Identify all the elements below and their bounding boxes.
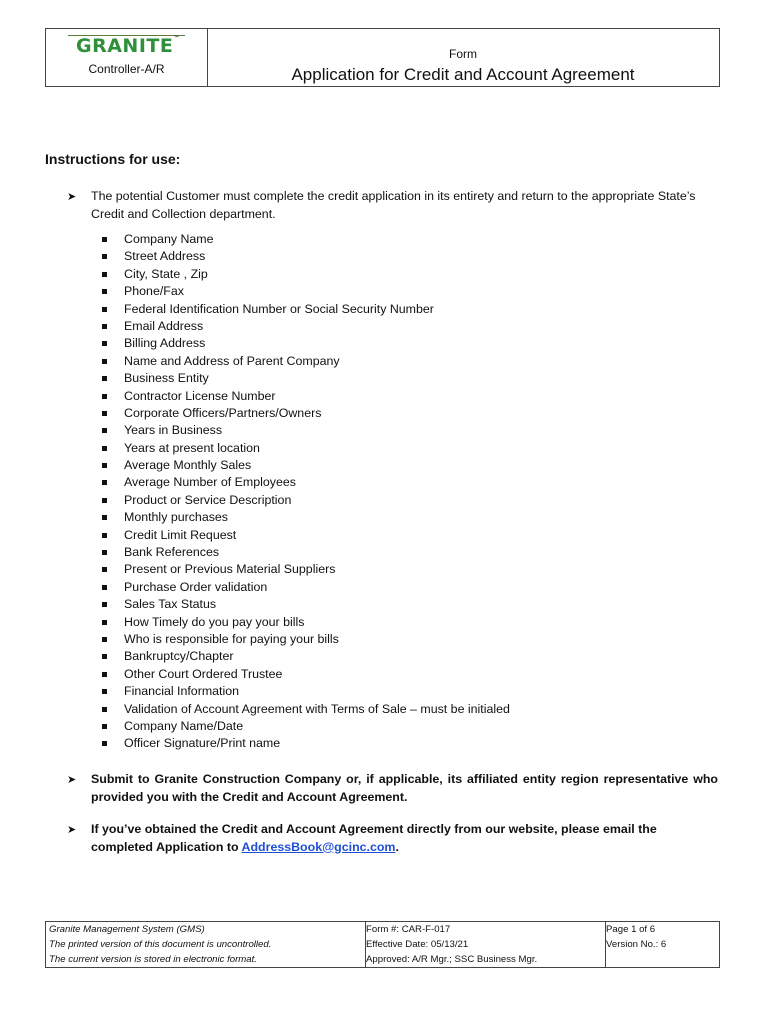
- square-bullet-icon: [102, 237, 107, 242]
- list-item-label: Name and Address of Parent Company: [124, 353, 340, 368]
- list-item-label: Street Address: [124, 249, 206, 264]
- square-bullet-icon: [102, 533, 107, 538]
- list-item-label: Corporate Officers/Partners/Owners: [124, 405, 322, 420]
- square-bullet-icon: [102, 428, 107, 433]
- list-item-label: Contractor License Number: [124, 388, 276, 403]
- list-item-label: Credit Limit Request: [124, 527, 237, 542]
- list-item-label: Company Name: [124, 232, 214, 246]
- list-item: [102, 561, 510, 578]
- square-bullet-icon: [102, 567, 107, 572]
- granite-logo: GRANITE™: [76, 35, 180, 57]
- list-item: [102, 388, 510, 405]
- website-paragraph: If you’ve obtained the Credit and Account Agreement directly from our website, please email the completed Application to AddressBook@gcinc.com.: [91, 822, 657, 854]
- list-item: [102, 614, 510, 631]
- list-item-label: Bank References: [124, 545, 220, 560]
- square-bullet-icon: [102, 689, 107, 694]
- arrow-bullet-icon: ➤: [67, 824, 77, 836]
- list-item: [102, 631, 510, 648]
- list-item-label: Years in Business: [124, 423, 223, 438]
- footer-form-number: Form #: CAR-F-017: [366, 924, 451, 935]
- square-bullet-icon: [102, 394, 107, 399]
- list-item: [102, 683, 510, 700]
- form-label: Form: [449, 47, 477, 61]
- list-item-label: Phone/Fax: [124, 284, 184, 299]
- list-item: [102, 596, 510, 613]
- list-item-label: Other Court Ordered Trustee: [124, 666, 283, 681]
- logo-cell: [46, 29, 208, 86]
- list-item: [102, 648, 510, 665]
- footer-current-note: The current version is stored in electronic format.: [49, 954, 257, 965]
- list-item-label: Validation of Account Agreement with Terms of Sale – must be initialed: [124, 701, 510, 716]
- list-item-label: Present or Previous Material Suppliers: [124, 562, 336, 577]
- list-item: [102, 492, 510, 509]
- list-item: [102, 370, 510, 387]
- square-bullet-icon: [102, 480, 107, 485]
- square-bullet-icon: [102, 585, 107, 590]
- square-bullet-icon: [102, 654, 107, 659]
- list-item: [102, 231, 510, 248]
- list-item: [102, 440, 510, 457]
- list-item-label: City, State , Zip: [124, 266, 208, 281]
- square-bullet-icon: [102, 289, 107, 294]
- list-item-label: Bankruptcy/Chapter: [124, 649, 234, 664]
- square-bullet-icon: [102, 376, 107, 381]
- square-bullet-icon: [102, 307, 107, 312]
- list-item-label: Email Address: [124, 318, 204, 333]
- list-item: [102, 701, 510, 718]
- list-item: [102, 353, 510, 370]
- submit-paragraph: Submit to Granite Construction Company or, if applicable, its affiliated entity region representative who provided you with the Credit and Account Agreement.: [91, 772, 718, 804]
- instructions-heading: Instructions for use:: [45, 151, 181, 167]
- footer-page-cell: [603, 922, 716, 967]
- footer-effective-date: Effective Date: 05/13/21: [366, 939, 469, 950]
- email-link[interactable]: AddressBook@gcinc.com: [241, 839, 396, 854]
- list-item: [102, 335, 510, 352]
- list-item-label: Average Number of Employees: [124, 475, 296, 490]
- list-item-label: Years at present location: [124, 440, 260, 455]
- department-label: Controller-A/R: [88, 62, 165, 76]
- square-bullet-icon: [102, 359, 107, 364]
- square-bullet-icon: [102, 272, 107, 277]
- list-item: [102, 283, 510, 300]
- list-item-label: Officer Signature/Print name: [124, 736, 281, 751]
- list-item: [102, 527, 510, 544]
- list-item-label: Purchase Order validation: [124, 579, 268, 594]
- footer-printed-note: The printed version of this document is uncontrolled.: [49, 939, 272, 950]
- square-bullet-icon: [102, 724, 107, 729]
- form-header: [45, 28, 720, 87]
- list-item: [102, 509, 510, 526]
- square-bullet-icon: [102, 463, 107, 468]
- list-item: [102, 735, 510, 752]
- list-item: [102, 318, 510, 335]
- square-bullet-icon: [102, 254, 107, 259]
- square-bullet-icon: [102, 411, 107, 416]
- list-item: [102, 422, 510, 439]
- document-footer: [45, 921, 720, 968]
- list-item-label: Company Name/Date: [124, 718, 244, 733]
- list-item: [102, 301, 510, 318]
- square-bullet-icon: [102, 498, 107, 503]
- square-bullet-icon: [102, 620, 107, 625]
- list-item: [102, 666, 510, 683]
- list-item-label: Federal Identification Number or Social Security Number: [124, 301, 434, 316]
- list-item: [102, 474, 510, 491]
- list-item: [102, 544, 510, 561]
- footer-form-cell: [363, 922, 606, 967]
- square-bullet-icon: [102, 707, 107, 712]
- list-item-label: Sales Tax Status: [124, 597, 217, 612]
- square-bullet-icon: [102, 637, 107, 642]
- list-item: [102, 405, 510, 422]
- page-title: Application for Credit and Account Agreement: [291, 65, 635, 84]
- square-bullet-icon: [102, 341, 107, 346]
- list-item-label: Who is responsible for paying your bills: [124, 631, 339, 646]
- list-item-label: How Timely do you pay your bills: [124, 614, 305, 629]
- list-item: [102, 248, 510, 265]
- footer-page: Page 1 of 6: [606, 924, 656, 935]
- square-bullet-icon: [102, 672, 107, 677]
- footer-version: Version No.: 6: [606, 939, 667, 950]
- footer-system-cell: [46, 922, 366, 967]
- list-item-label: Monthly purchases: [124, 510, 228, 525]
- footer-approved: Approved: A/R Mgr.; SSC Business Mgr.: [366, 954, 538, 965]
- list-item-label: Financial Information: [124, 684, 240, 699]
- intro-paragraph: The potential Customer must complete the credit application in its entirety and return to the appropriate State’s Credit and Collection department.: [91, 189, 696, 221]
- square-bullet-icon: [102, 741, 107, 746]
- footer-system: Granite Management System (GMS): [49, 924, 205, 935]
- square-bullet-icon: [102, 550, 107, 555]
- arrow-bullet-icon: ➤: [67, 774, 77, 786]
- list-item-label: Billing Address: [124, 336, 206, 351]
- square-bullet-icon: [102, 602, 107, 607]
- square-bullet-icon: [102, 515, 107, 520]
- list-item: [102, 457, 510, 474]
- list-item-label: Product or Service Description: [124, 492, 292, 507]
- list-item-label: Business Entity: [124, 371, 209, 386]
- list-item-label: Average Monthly Sales: [124, 458, 252, 473]
- square-bullet-icon: [102, 446, 107, 451]
- arrow-bullet-icon: ➤: [67, 191, 77, 203]
- list-item: [102, 266, 510, 283]
- square-bullet-icon: [102, 324, 107, 329]
- list-item: [102, 718, 510, 735]
- required-fields-list: [102, 231, 510, 753]
- list-item: [102, 579, 510, 596]
